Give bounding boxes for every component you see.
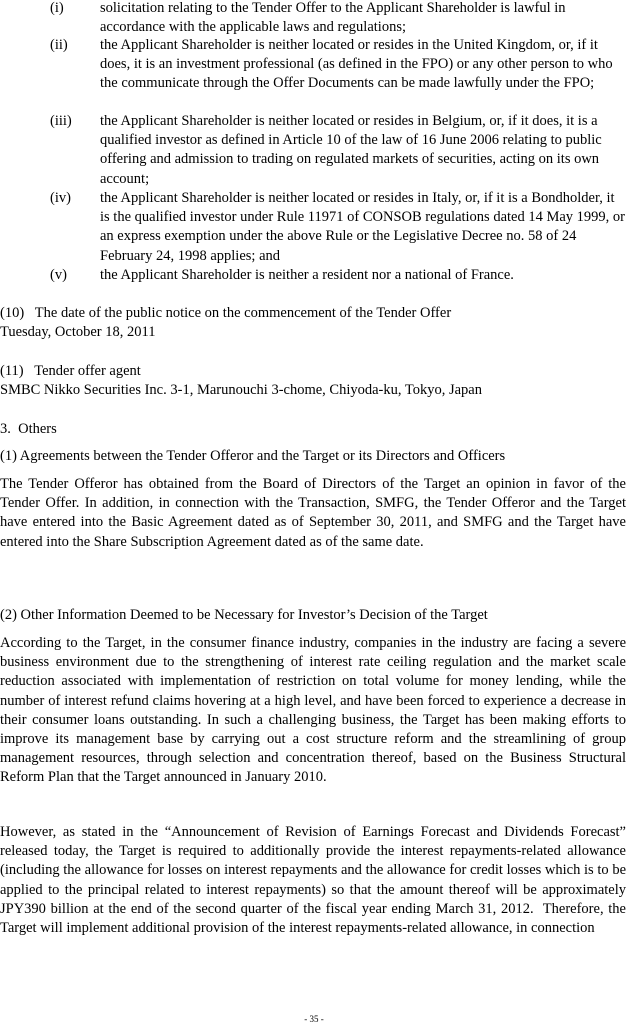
list-item-label: (iii)	[50, 113, 72, 129]
list-item-label: (i)	[50, 0, 64, 16]
paragraph-revision: However, as stated in the “Announcement of Revision of Earnings Forecast and Dividends Forecast” released today, the Target is required to additionally provide the interest repayments-related allowance (including the allowance for losses on interest repayments and the allowance for credit losses which is to be applied to the principal related to interest repayments) so that the amount thereof will be approximately JPY390 billion at the end of the second quarter of the fiscal year ending March 31, 2012. Therefore, the Target will implement additional provision of the interest repayments-related allowance, in connection	[0, 824, 626, 937]
paragraph-industry: According to the Target, in the consumer finance industry, companies in the industry are facing a severe business environment due to the strengthening of interest rate ceiling regulation and the market scale reduction associated with implementation of restriction on total volume for money lending, while the number of interest refund claims hovering at a high level, and have been forced to experience a decrease in their consumer loans outstanding. In such a challenging business, the Target has been making efforts to improve its management base by carrying out a cost structure reform and the streamlining of group management resources, through selection and concentration thereof, based on the Business Structural Reform Plan that the Target announced in January 2010.	[0, 635, 626, 786]
list-item-text: the Applicant Shareholder is neither located or resides in the United Kingdom, or, if it does, it is an investment professional (as defined in the FPO) or any other person to who the communicate through the Offer Documents can be made lawfully under the FPO;	[100, 37, 613, 92]
paragraph-agreements: The Tender Offeror has obtained from the Board of Directors of the Target an opinion in favor of the Tender Offer. In addition, in connection with the Transaction, SMFG, the Tender Offeror and the Target have entered into the Basic Agreement dated as of September 30, 2011, and SMFG and the Target have entered into the Share Subscription Agreement dated as of the same date.	[0, 476, 626, 550]
subsection-2-heading: (2) Other Information Deemed to be Necessary for Investor’s Decision of the Target	[0, 607, 488, 623]
page-number: - 35 -	[304, 1014, 324, 1024]
section-10-heading: (10) The date of the public notice on the commencement of the Tender Offer	[0, 305, 452, 321]
section-11-value: SMBC Nikko Securities Inc. 3-1, Marunouchi 3-chome, Chiyoda-ku, Tokyo, Japan	[0, 382, 482, 398]
section-3-heading: 3. Others	[0, 421, 57, 437]
subsection-1-heading: (1) Agreements between the Tender Offeror and the Target or its Directors and Officers	[0, 448, 506, 464]
list-item-text: the Applicant Shareholder is neither located or resides in Italy, or, if it is a Bondholder, it is the qualified investor under Rule 11971 of CONSOB regulations dated 14 May 1999, or an express exemption under the above Rule or the Legislative Decree no. 58 of 24 February 24, 1998 applies; and	[100, 190, 626, 264]
list-item-text: the Applicant Shareholder is neither located or resides in Belgium, or, if it does, it is a qualified investor as defined in Article 10 of the law of 16 June 2006 relating to public offering and admission to trading on regulated markets of securities, acting on its own account;	[100, 113, 602, 187]
list-item-text: solicitation relating to the Tender Offer to the Applicant Shareholder is lawful in accordance with the applicable laws and regulations;	[100, 0, 566, 36]
list-item-label: (ii)	[50, 37, 68, 53]
section-11-heading: (11) Tender offer agent	[0, 363, 141, 379]
list-item-label: (v)	[50, 267, 67, 283]
list-item-text: the Applicant Shareholder is neither a resident nor a national of France.	[100, 267, 514, 283]
section-10-value: Tuesday, October 18, 2011	[0, 324, 156, 340]
list-item-label: (iv)	[50, 190, 71, 206]
